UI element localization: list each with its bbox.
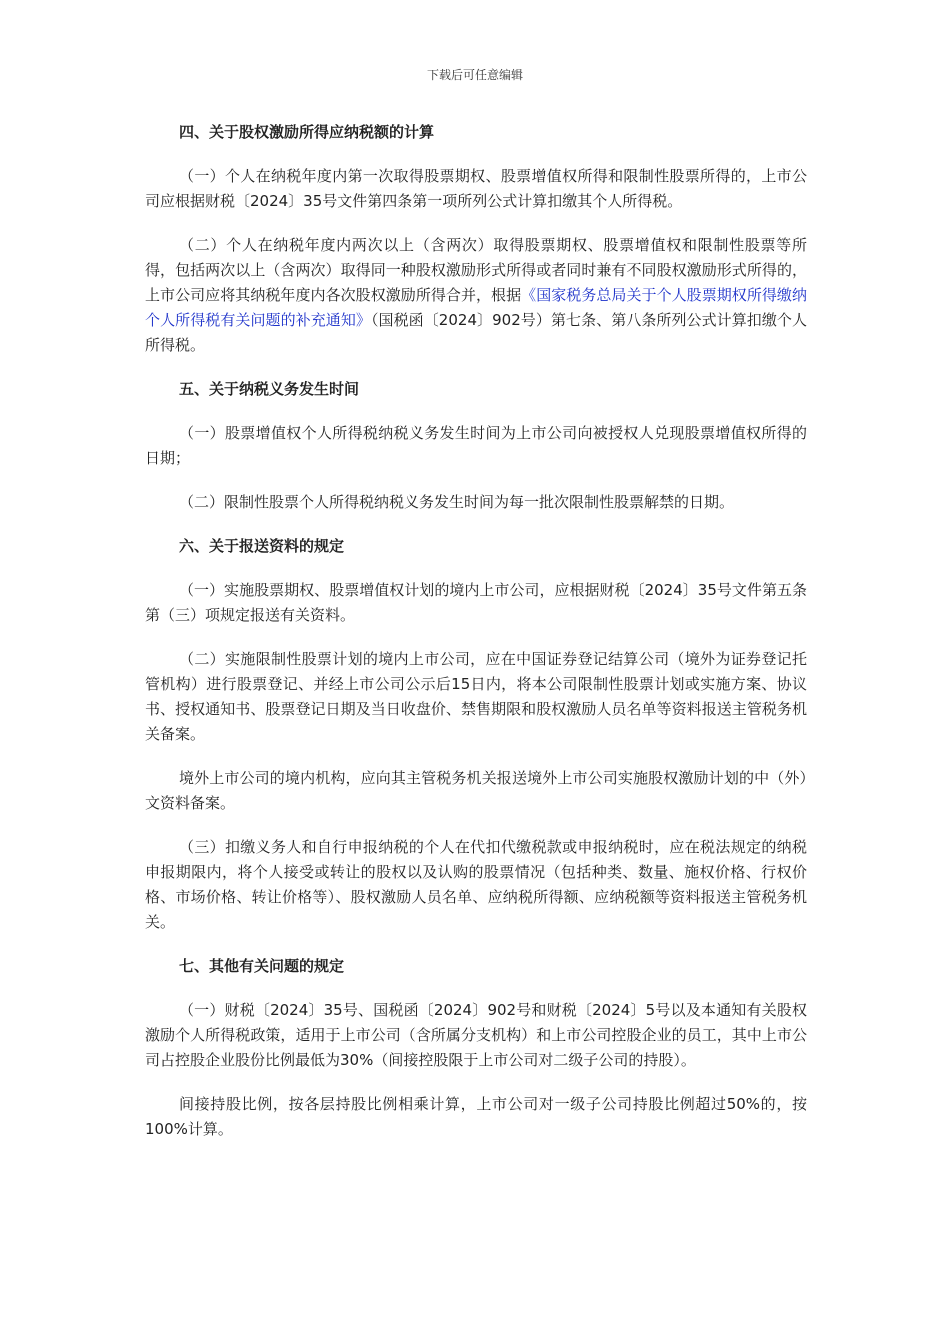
paragraph: 间接持股比例，按各层持股比例相乘计算，上市公司对一级子公司持股比例超过50%的，按100%计算。 bbox=[145, 1095, 807, 1138]
section-heading: 六、关于报送资料的规定 bbox=[179, 537, 345, 555]
paragraph: （三）扣缴义务人和自行申报纳税的个人在代扣代缴税款或申报纳税时，应在税法规定的纳税申报期限内，将个人接受或转让的股权以及认购的股票情况（包括种类、数量、施权价格、行权价格、市场价格、转让价格等）、股权激励人员名单、应纳税所得额、应纳税额等资料报送主管税务机关。 bbox=[145, 838, 807, 931]
notice-link[interactable]: 《国家税务总局关于个人股票期权所得缴纳个人所得税有关问题的补充通知》 bbox=[145, 286, 807, 329]
paragraph: （二）限制性股票个人所得税纳税义务发生时间为每一批次限制性股票解禁的日期。 bbox=[179, 493, 735, 511]
paragraph-text: （二）个人在纳税年度内两次以上（含两次）取得股票期权、股票增值权和限制性股票等所得，包括两次以上（含两次）取得同一种股权激励形式所得或者同时兼有不同股权激励形式所得的，上市公司应将其纳税年度内各次股权激励所得合并，根据 bbox=[145, 236, 807, 304]
section-heading: 四、关于股权激励所得应纳税额的计算 bbox=[179, 123, 435, 141]
page-header: 下载后可任意编辑 bbox=[426, 68, 523, 82]
paragraph: （一）实施股票期权、股票增值权计划的境内上市公司，应根据财税〔2024〕35号文件第五条第（三）项规定报送有关资料。 bbox=[145, 581, 807, 624]
paragraph: （一）财税〔2024〕35号、国税函〔2024〕902号和财税〔2024〕5号以及本通知有关股权激励个人所得税政策，适用于上市公司（含所属分支机构）和上市公司控股企业的员工，其中上市公司占控股企业股份比例最低为30%（间接控股限于上市公司对二级子公司的持股）。 bbox=[145, 1001, 807, 1069]
paragraph: 境外上市公司的境内机构，应向其主管税务机关报送境外上市公司实施股权激励计划的中（外）文资料备案。 bbox=[145, 769, 807, 812]
paragraph: （一）个人在纳税年度内第一次取得股票期权、股票增值权所得和限制性股票所得的，上市公司应根据财税〔2024〕35号文件第四条第一项所列公式计算扣缴其个人所得税。 bbox=[145, 167, 807, 210]
paragraph bbox=[145, 233, 807, 358]
document-body bbox=[145, 120, 807, 1161]
paragraph-text: （国税函〔2024〕902号）第七条、第八条所列公式计算扣缴个人所得税。 bbox=[145, 311, 807, 354]
section-heading: 五、关于纳税义务发生时间 bbox=[179, 380, 360, 398]
paragraph: （二）实施限制性股票计划的境内上市公司，应在中国证券登记结算公司（境外为证券登记托管机构）进行股票登记、并经上市公司公示后15日内，将本公司限制性股票计划或实施方案、协议书、授权通知书、股票登记日期及当日收盘价、禁售期限和股权激励人员名单等资料报送主管税务机关备案。 bbox=[145, 650, 807, 743]
paragraph: （一）股票增值权个人所得税纳税义务发生时间为上市公司向被授权人兑现股票增值权所得的日期； bbox=[145, 424, 807, 467]
section-heading: 七、其他有关问题的规定 bbox=[179, 957, 345, 975]
